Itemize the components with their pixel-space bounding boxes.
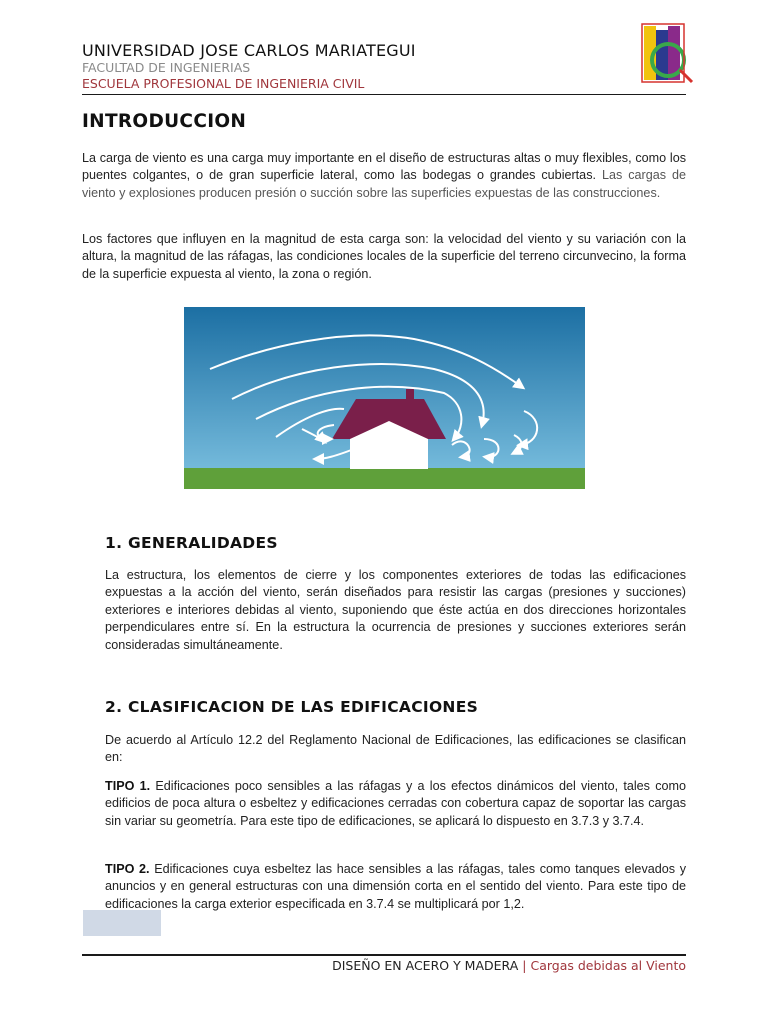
section-1-heading [105, 534, 278, 552]
footer-course: DISEÑO EN ACERO Y MADERA [332, 958, 519, 973]
faculty-name: FACULTAD DE INGENIERIAS [82, 60, 251, 75]
intro-paragraph-1 [82, 150, 686, 202]
tipo-2-text: Edificaciones cuya esbeltez las hace sensibles a las ráfagas, tales como tanques elevados y anuncios y en general estructuras con una dimensión corta en el sentido del viento. Para este tipo de edificaciones la carga exterior especificada en 3.7.4 se multiplicará por 1,2. [105, 862, 687, 911]
section-2-number: 2. [105, 698, 123, 716]
section-1-paragraph: La estructura, los elementos de cierre y los componentes exteriores de todas las edificaciones expuestas a la acción del viento, serán diseñados para resistir las cargas (presiones y succiones) exteriores e interiores debidas al viento, suponiendo que éste actúa en dos direcciones horizontales perpendiculares entre sí. En la estructura la ocurrencia de presiones y succiones exteriores serán consideradas simultáneamente. [105, 568, 686, 652]
tipo-2-label: TIPO 2. [105, 862, 150, 876]
tipo-1-paragraph [105, 778, 686, 830]
section-2-paragraph: De acuerdo al Artículo 12.2 del Reglamento Nacional de Edificaciones, las edificaciones se clasifican en: [105, 733, 686, 765]
footer [332, 958, 686, 973]
tipo-1-text: Edificaciones poco sensibles a las ráfagas y a los efectos dinámicos del viento, tales como edificios de poca altura o esbeltez y edificaciones cerradas con cobertura capaz de soportar las cargas sin variar su geometría. Para este tipo de edificaciones, se aplicará lo dispuesto en 3.7.3 y 3.7.4. [105, 779, 686, 828]
intro-title: INTRODUCCION [82, 111, 247, 132]
tipo-1-label: TIPO 1. [105, 779, 151, 793]
header-divider [82, 94, 686, 95]
university-name: UNIVERSIDAD JOSE CARLOS MARIATEGUI [82, 41, 416, 60]
intro-paragraph-1-secondary: Las cargas de viento y explosiones producen presión o succión sobre las superficies expuestas de las construcciones. [82, 168, 686, 200]
watermark-overlay [83, 910, 161, 936]
university-logo-icon [636, 20, 696, 90]
tipo-2-paragraph [105, 861, 686, 913]
section-2-title: CLASIFICACION DE LAS EDIFICACIONES [127, 698, 479, 716]
wind-house-illustration [184, 307, 585, 489]
school-name: ESCUELA PROFESIONAL DE INGENIERIA CIVIL [82, 76, 365, 91]
intro-paragraph-1-main: La carga de viento es una carga muy importante en el diseño de estructuras altas o muy flexibles, como los puentes colgantes, o de gran superficie lateral, como las bodegas o grandes cubiertas. [82, 151, 686, 183]
footer-separator: | [522, 958, 527, 973]
footer-divider [82, 954, 686, 956]
section-1-number: 1. [105, 534, 123, 552]
section-1-title: GENERALIDADES [127, 534, 278, 552]
intro-paragraph-2: Los factores que influyen en la magnitud de esta carga son: la velocidad del viento y su variación con la altura, la magnitud de las ráfagas, las condiciones locales de la superficie del terreno circunvecino, la forma de la superficie expuesta al viento, la zona o región. [82, 232, 686, 281]
footer-topic: Cargas debidas al Viento [530, 958, 686, 973]
section-2-heading [105, 698, 478, 716]
ground [184, 468, 585, 489]
